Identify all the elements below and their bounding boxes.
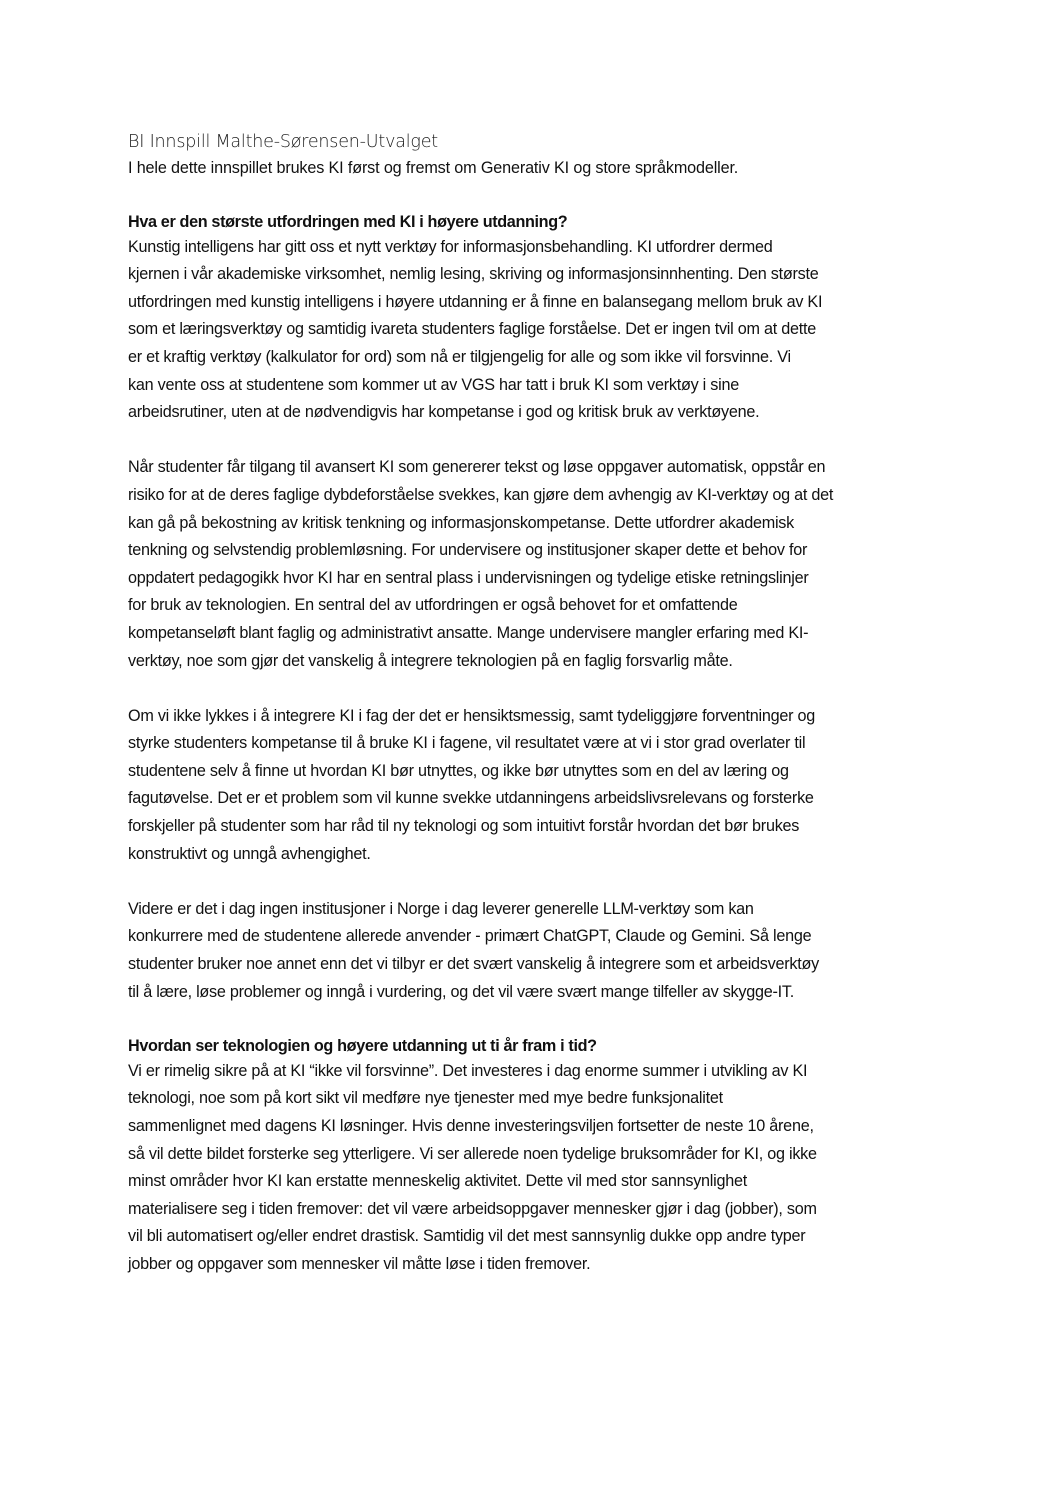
paragraph	[128, 896, 948, 1006]
paragraph	[128, 1058, 948, 1279]
text-line: Når studenter får tilgang til avansert KI som genererer tekst og løse oppgaver automatisk, oppstår en	[128, 458, 826, 477]
text-line: oppdatert pedagogikk hvor KI har en sentral plass i undervisningen og tydelige etiske retningslinjer	[128, 568, 809, 587]
text-line: for bruk av teknologien. En sentral del av utfordringen er også behovet for et omfattende	[128, 596, 738, 615]
text-line: til å lære, løse problemer og inngå i vurdering, og det vil være svært mange tilfeller av skygge-IT.	[128, 982, 794, 1001]
paragraph	[128, 454, 948, 675]
text-line: så vil dette bildet forsterke seg ytterligere. Vi ser allerede noen tydelige bruksområder for KI, og ikke	[128, 1144, 817, 1163]
spacer	[128, 427, 948, 455]
spacer	[128, 182, 948, 210]
text-line: studentene selv å finne ut hvordan KI bør utnyttes, og ikke bør utnyttes som en del av læring og	[128, 761, 789, 780]
text-line: som et læringsverktøy og samtidig ivareta studenters faglige forståelse. Det er ingen tvil om at dette	[128, 320, 816, 339]
text-line: Vi er rimelig sikre på at KI “ikke vil forsvinne”. Det investeres i dag enorme summer i utvikling av KI	[128, 1061, 808, 1080]
paragraph	[128, 234, 948, 427]
text-line: minst områder hvor KI kan erstatte menneskelig aktivitet. Dette vil med stor sannsynlighet	[128, 1172, 747, 1191]
section-heading: Hvordan ser teknologien og høyere utdanning ut ti år fram i tid?	[128, 1036, 597, 1055]
text-line: fagutøvelse. Det er et problem som vil kunne svekke utdanningens arbeidslivsrelevans og forsterke	[128, 789, 814, 808]
text-line: er et kraftig verktøy (kalkulator for ord) som nå er tilgjengelig for alle og som ikke vil forsvinne. Vi	[128, 347, 791, 366]
text-line: kan vente oss at studentene som kommer ut av VGS har tatt i bruk KI som verktøy i sine	[128, 375, 739, 394]
text-line: Om vi ikke lykkes i å integrere KI i fag der det er hensiktsmessig, samt tydeliggjøre forventninger og	[128, 706, 816, 725]
text-line: forskjeller på studenter som har råd til ny teknologi og som intuitivt forstår hvordan det bør brukes	[128, 817, 800, 836]
text-line: Kunstig intelligens har gitt oss et nytt verktøy for informasjonsbehandling. KI utfordrer dermed	[128, 237, 773, 256]
spacer	[128, 1006, 948, 1034]
text-line: studenter bruker noe annet enn det vi tilbyr er det svært vanskelig å integrere som et arbeidsverktøy	[128, 955, 819, 974]
text-line: jobber og oppgaver som mennesker vil måtte løse i tiden fremover.	[128, 1254, 591, 1273]
text-line: kompetanseløft blant faglig og administrativt ansatte. Mange undervisere mangler erfaring med KI-	[128, 623, 809, 642]
intro-text: I hele dette innspillet brukes KI først og fremst om Generativ KI og store språkmodeller.	[128, 159, 739, 177]
section-biggest-challenge	[128, 210, 948, 1034]
text-line: konstruktivt og unngå avhengighet.	[128, 844, 371, 863]
section-ten-year-outlook	[128, 1034, 948, 1279]
text-line: verktøy, noe som gjør det vanskelig å integrere teknologien på en faglig forsvarlig måte.	[128, 651, 733, 670]
text-line: sammenlignet med dagens KI løsninger. Hvis denne investeringsviljen fortsetter de neste 10 årene,	[128, 1117, 814, 1135]
paragraph	[128, 703, 948, 869]
text-line: styrke studenters kompetanse til å bruke KI i fagene, vil resultatet være at vi i stor grad overlater til	[128, 734, 806, 753]
spacer	[128, 868, 948, 896]
text-line: kjernen i vår akademiske virksomhet, nemlig lesing, skriving og informasjonsinnhenting. Den største	[128, 265, 819, 284]
text-line: tenkning og selvstendig problemløsning. For undervisere og institusjoner skaper dette et behov for	[128, 541, 808, 560]
text-line: materialisere seg i tiden fremover: det vil være arbeidsoppgaver mennesker gjør i dag (jobber), som	[128, 1199, 817, 1218]
text-line: vil bli automatisert og/eller endret drastisk. Samtidig vil det mest sannsynlig dukke opp andre typer	[128, 1227, 806, 1246]
text-line: Videre er det i dag ingen institusjoner i Norge i dag leverer generelle LLM-verktøy som kan	[128, 899, 754, 918]
text-line: teknologi, noe som på kort sikt vil medføre nye tjenester med mye bedre funksjonalitet	[128, 1089, 723, 1108]
spacer	[128, 675, 948, 703]
section-heading: Hva er den største utfordringen med KI i høyere utdanning?	[128, 212, 568, 231]
text-line: konkurrere med de studentene allerede anvender - primært ChatGPT, Claude og Gemini. Så lenge	[128, 927, 812, 946]
document-body	[128, 130, 948, 1279]
text-line: kan gå på bekostning av kritisk tenkning og informasjonskompetanse. Dette utfordrer akademisk	[128, 513, 794, 532]
text-line: utfordringen med kunstig intelligens i høyere utdanning er å finne en balansegang mellom bruk av KI	[128, 292, 823, 311]
text-line: risiko for at de deres faglige dybdeforståelse svekkes, kan gjøre dem avhengig av KI-verktøy og at det	[128, 485, 834, 504]
document-title: BI Innspill Malthe-Sørensen-Utvalget	[128, 132, 438, 152]
text-line: arbeidsrutiner, uten at de nødvendigvis har kompetanse i god og kritisk bruk av verktøyene.	[128, 403, 760, 422]
